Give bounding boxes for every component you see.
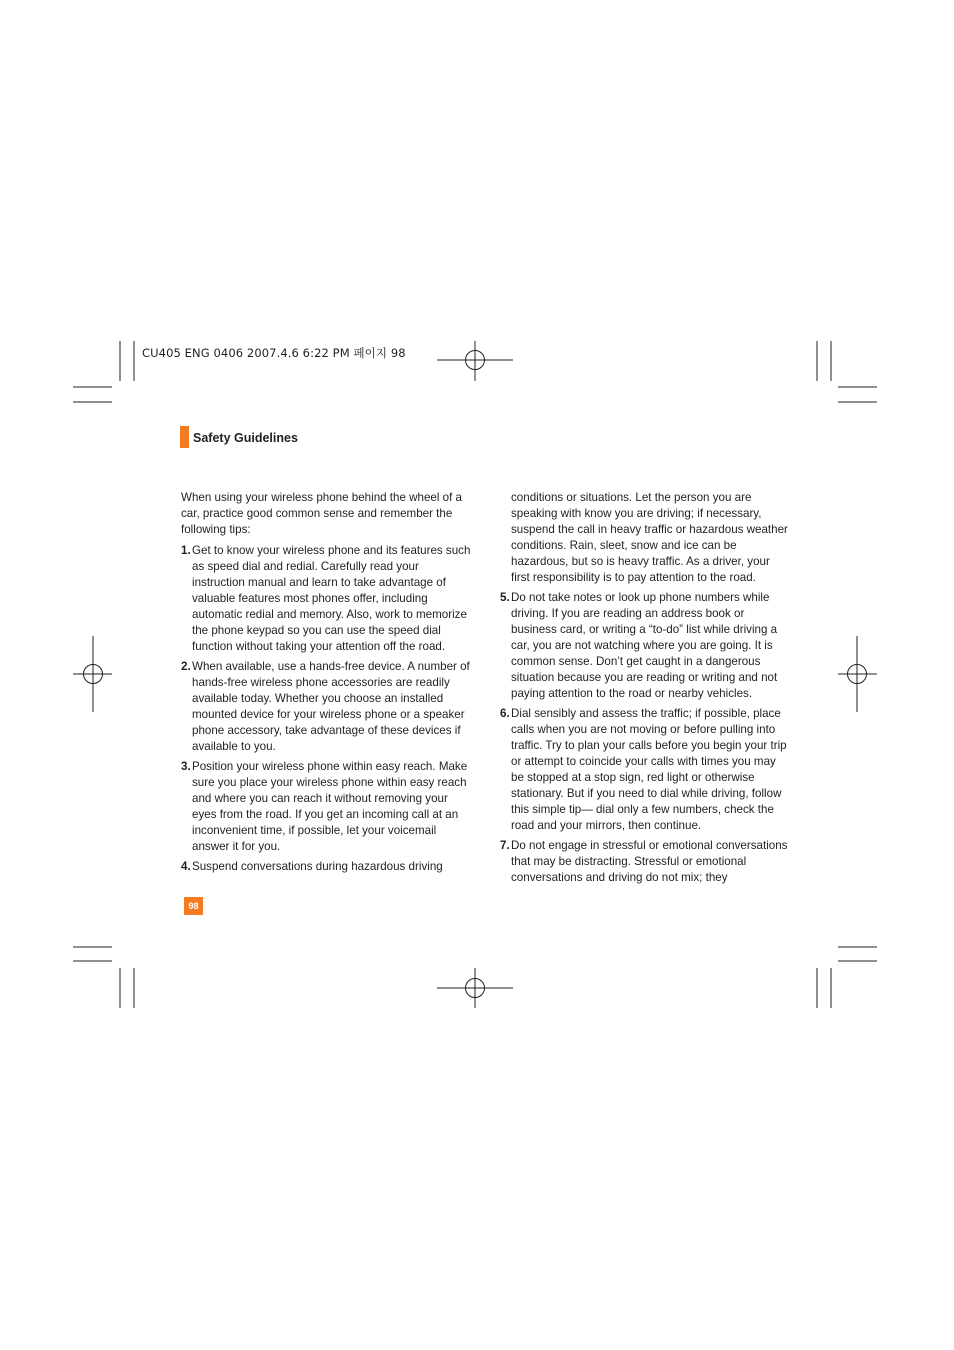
right-column bbox=[500, 490, 790, 890]
section-accent-bar bbox=[180, 426, 189, 448]
page-number-badge: 98 bbox=[184, 897, 203, 915]
list-item bbox=[500, 838, 790, 886]
list-item bbox=[181, 543, 471, 655]
section-title: Safety Guidelines bbox=[193, 431, 298, 445]
list-item bbox=[500, 706, 790, 834]
registration-mark-bottom bbox=[437, 968, 513, 1008]
list-item-continuation: conditions or situations. Let the person you are speaking with know you are driving; if necessary, suspend the call in heavy traffic or hazardous weather conditions. Rain, sleet, snow and ice can be hazardous, but so is heavy traffic. As a driver, your first responsibility is to pay attention to the road. bbox=[511, 491, 788, 584]
list-item bbox=[181, 859, 471, 875]
list-item-number: 4. bbox=[181, 860, 191, 873]
list-item bbox=[181, 759, 471, 855]
list-item-text: Get to know your wireless phone and its features such as speed dial and redial. Carefully read your instruction manual and learn to take advantage of valuable features most phones offer, including automatic redial and memory. Also, work to memorize the phone keypad so you can use the speed dial function without taking your attention off the road. bbox=[192, 544, 471, 653]
registration-mark-left bbox=[73, 636, 112, 712]
left-column bbox=[181, 490, 471, 879]
intro-paragraph: When using your wireless phone behind the wheel of a car, practice good common sense and remember the following tips: bbox=[181, 491, 463, 536]
list-item bbox=[181, 659, 471, 755]
list-item-number: 2. bbox=[181, 660, 191, 673]
list-item-text: Suspend conversations during hazardous driving bbox=[192, 860, 443, 873]
print-slug-header: CU405 ENG 0406 2007.4.6 6:22 PM 페이지 98 bbox=[142, 346, 406, 360]
list-item-text: Do not take notes or look up phone numbers while driving. If you are reading an address book or business card, or writing a “to-do” list while driving a car, you are not watching where you are going. It is common sense. Don’t get caught in a dangerous situation because you are reading or writing and not paying attention to the road or nearby vehicles. bbox=[511, 591, 778, 700]
list-item-number: 5. bbox=[500, 591, 510, 604]
list-item-number: 3. bbox=[181, 760, 191, 773]
list-item-text: Do not engage in stressful or emotional conversations that may be distracting. Stressful or emotional conversations and driving do not mix; they bbox=[511, 839, 788, 884]
list-item-number: 7. bbox=[500, 839, 510, 852]
list-item-number: 1. bbox=[181, 544, 191, 557]
list-item-text: When available, use a hands-free device. A number of hands-free wireless phone accessories are readily available today. Whether you choose an installed mounted device for your wireless phone or a speaker phone accessory, take advantage of these devices if available to you. bbox=[192, 660, 470, 753]
list-item-number: 6. bbox=[500, 707, 510, 720]
registration-mark-top bbox=[437, 341, 513, 381]
list-item-text: Position your wireless phone within easy reach. Make sure you place your wireless phone within easy reach and where you can reach it without removing your eyes from the road. If you get an incoming call at an inconvenient time, if possible, let your voicemail answer it for you. bbox=[192, 760, 468, 853]
registration-mark-right bbox=[838, 636, 877, 712]
list-item-text: Dial sensibly and assess the traffic; if possible, place calls when you are not moving or before pulling into traffic. Try to plan your calls before you begin your trip or attempt to coincide your calls with times you may be stopped at a stop sign, red light or otherwise stationary. But if you need to dial while driving, follow this simple tip— dial only a few numbers, check the road and your mirrors, then continue. bbox=[511, 707, 787, 832]
list-item bbox=[500, 590, 790, 702]
